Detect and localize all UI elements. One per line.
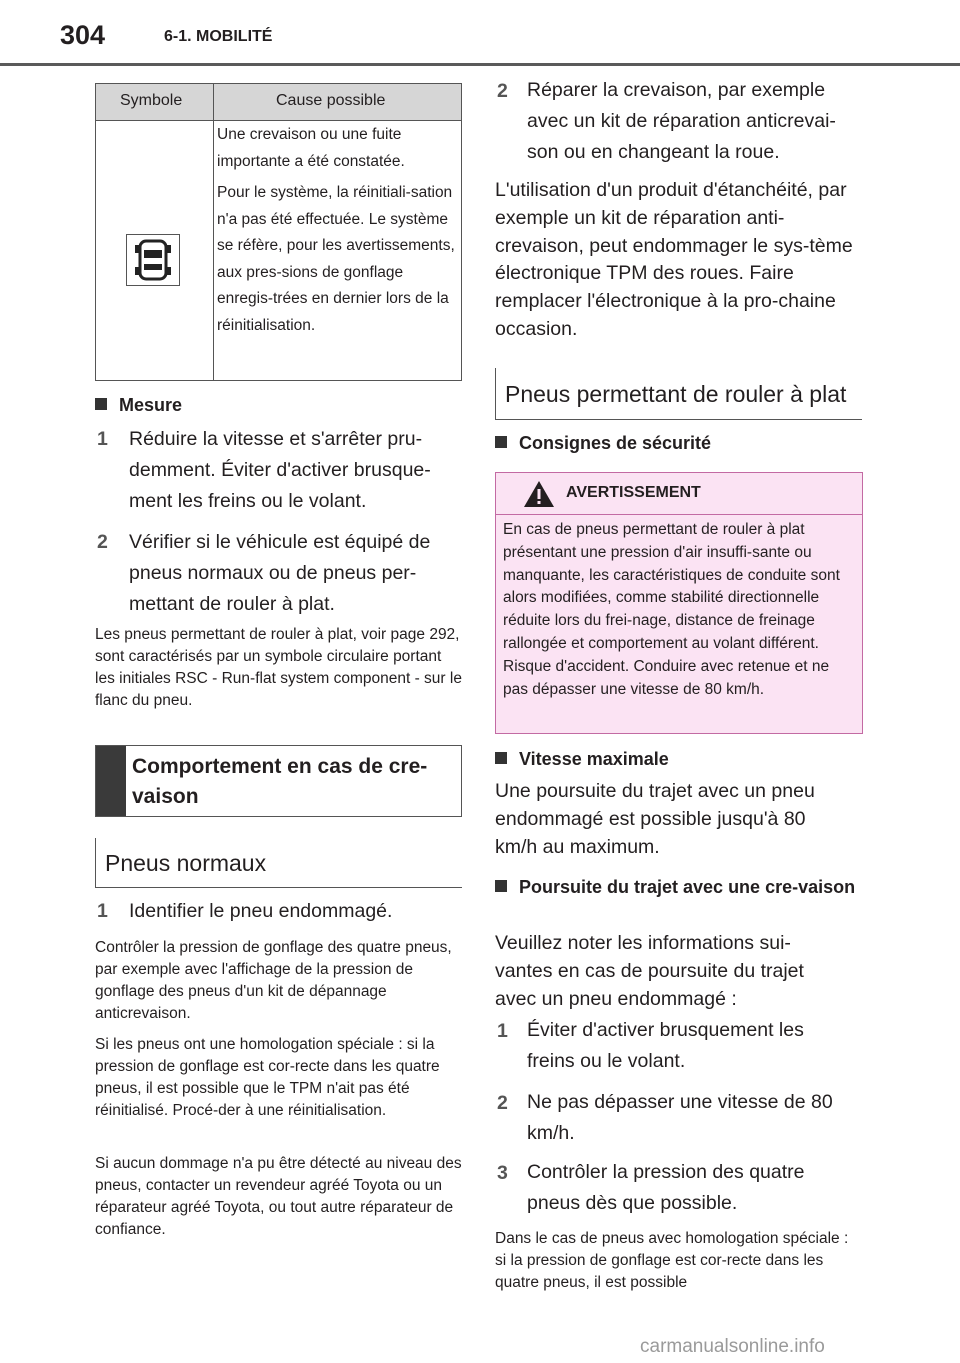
- right-step-s1: Éviter d'activer brusquement les freins ou le volant.: [527, 1019, 804, 1072]
- poursuite-text: Veuillez noter les informations sui-vantes en cas de poursuite du trajet avec un pneu endommagé :: [495, 932, 804, 1010]
- poursuite-heading: Poursuite du trajet avec une cre-vaison: [495, 874, 863, 900]
- mesure-note: Les pneus permettant de rouler à plat, voir page 292, sont caractérisés par un symbole circulaire portant les initiales RSC - Run-flat system component - sur le flanc du pneu.: [95, 626, 462, 709]
- pneus-normaux-paragraph-2: Si les pneus ont une homologation spéciale : si la pression de gonflage est cor-recte dans les quatre pneus, il est possible que le TPM n'ait pas été réinitialisé. Procé-der à une réinitialisation.: [95, 1036, 440, 1119]
- vitesse-text: Une poursuite du trajet avec un pneu endommagé est possible jusqu'à 80 km/h au maximum.: [495, 780, 815, 858]
- step-number: 2: [497, 80, 508, 102]
- header-rule: [0, 63, 960, 66]
- cause-paragraph-1: Une crevaison ou une fuite importante a été constatée.: [217, 126, 405, 170]
- pneus-normaux-paragraph-1: Contrôler la pression de gonflage des quatre pneus, par exemple avec l'affichage de la pression de gonflage des pneus d'un kit de dépannage anticrevaison.: [95, 939, 452, 1022]
- step-number: 2: [97, 531, 108, 553]
- right-step-2: Réparer la crevaison, par exemple avec un kit de réparation anticrevai-son ou en changeant la roue.: [527, 79, 836, 163]
- heading-bar: [96, 746, 126, 816]
- step-number: 3: [497, 1162, 508, 1184]
- comportement-title: Comportement en cas de cre-vaison: [132, 755, 428, 808]
- warning-box: [495, 472, 863, 734]
- consignes-heading: Consignes de sécurité: [495, 433, 711, 454]
- watermark: carmanualsonline.info: [640, 1336, 825, 1357]
- square-bullet-icon: [495, 436, 507, 448]
- mesure-step-2: Vérifier si le véhicule est équipé de pneus normaux ou de pneus per-mettant de rouler à plat.: [129, 531, 431, 615]
- pneus-normaux-title: Pneus normaux: [105, 850, 267, 876]
- car-tire-pressure-icon: [126, 234, 180, 286]
- table-header: [96, 84, 461, 121]
- table-divider: [213, 84, 214, 380]
- table-col-symbole: Symbole: [120, 92, 183, 109]
- table-col-cause: Cause possible: [276, 92, 386, 109]
- page-number: 304: [60, 20, 106, 50]
- pneus-normaux-heading: [95, 838, 462, 888]
- step-number: 1: [497, 1020, 508, 1042]
- right-paragraph: L'utilisation d'un produit d'étanchéité, par exemple un kit de réparation anti-crevaison, peut endommager le sys-tème électronique TPM des roues. Faire remplacer l'électronique à la pro-chaine occasion.: [495, 179, 853, 340]
- warning-triangle-icon: [522, 479, 556, 509]
- final-paragraph: Dans le cas de pneus avec homologation spéciale : si la pression de gonflage est cor-recte dans les quatre pneus, il est possible: [495, 1230, 849, 1291]
- warning-header: [496, 473, 862, 515]
- runflat-heading: [495, 368, 862, 420]
- step-number: 1: [97, 900, 108, 922]
- warning-title: AVERTISSEMENT: [566, 484, 701, 501]
- pneus-normaux-step-1: Identifier le pneu endommagé.: [129, 900, 393, 922]
- right-step-s3: Contrôler la pression des quatre pneus dès que possible.: [527, 1161, 805, 1214]
- warning-text: En cas de pneus permettant de rouler à plat présentant une pression d'air insuffi-sante ou manquante, les caractéristiques de conduite sont alors modifiées, comme stabilité directionnelle réduite lors du frei-nage, distance de freinage rallongée et comportement au volant différent. Risque d'accident. Conduire avec retenue et ne pas dépasser une vitesse de 80 km/h.: [503, 521, 840, 698]
- step-number: 2: [497, 1092, 508, 1114]
- vitesse-heading: Vitesse maximale: [495, 749, 669, 770]
- step-number: 1: [97, 428, 108, 450]
- cause-text: [217, 122, 457, 344]
- square-bullet-icon: [495, 880, 507, 892]
- pneus-normaux-paragraph-3: Si aucun dommage n'a pu être détecté au niveau des pneus, contacter un revendeur agréé Toyota ou un réparateur agréé Toyota, ou tout autre réparateur de confiance.: [95, 1155, 462, 1238]
- square-bullet-icon: [495, 752, 507, 764]
- mesure-heading: Mesure: [95, 395, 182, 416]
- comportement-heading-box: [95, 745, 462, 817]
- symbol-table: [95, 83, 462, 381]
- runflat-title: Pneus permettant de rouler à plat: [505, 381, 847, 407]
- section-title: 6-1. MOBILITÉ: [164, 28, 273, 45]
- right-step-s2: Ne pas dépasser une vitesse de 80 km/h.: [527, 1091, 833, 1144]
- square-bullet-icon: [95, 398, 107, 410]
- cause-paragraph-2: Pour le système, la réinitiali-sation n'a pas été effectuée. Le système se réfère, pour les avertissements, aux pres-sions de gonflage enregis-trées en dernier lors de la réinitialisation.: [217, 184, 455, 334]
- mesure-step-1: Réduire la vitesse et s'arrêter pru-demment. Éviter d'activer brusque-ment les freins ou le volant.: [129, 428, 431, 512]
